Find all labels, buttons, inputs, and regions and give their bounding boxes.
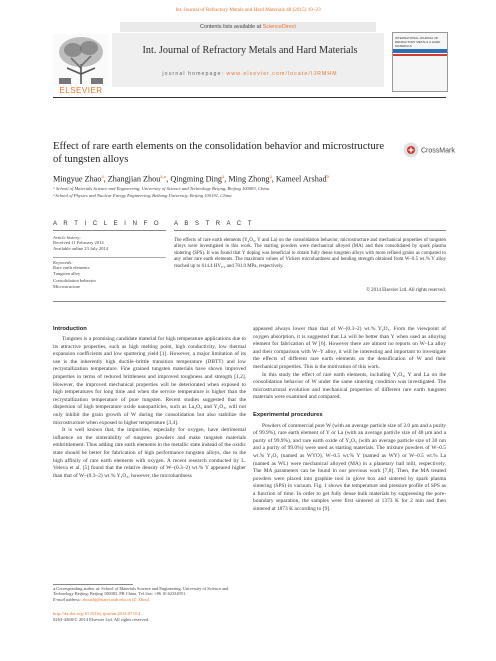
author-1-affil: a xyxy=(101,175,104,180)
author-5[interactable]: Kameel Arshad xyxy=(275,174,327,184)
intro-paragraph-1: Tungsten is a promising candidate material for high temperature applications due to its attractive properties, such as high melting point, high conductivity, low thermal expansion coefficients and low sputtering yield [1]. However, a major limitation of its use is the inherently high ductile–brittle transition temperature (DBTT) and low recrystallization temperature. Fine grained tungsten materials have shown improved properties in terms of reduced brittleness and improved toughness and strength [1,2]. However, the improved mechanical properties will be deteriorated when exposed to high temperatures for long time and when the service temperature is higher than the recrystallization temperature of pure tungsten. Recent studies suggested that the dispersion of high temperature oxide nanoparticles, such as La₂O₃ and Y₂O₃, will not only inhibit the grain growth of W during the consolidation but also stabilize the microstructure when exposed to higher temperature [3,4]. xyxy=(53,336,246,426)
info-divider xyxy=(53,257,166,258)
keyword: Microstructure xyxy=(53,283,81,289)
author-3-affil: a xyxy=(222,175,225,180)
elsevier-tree-logo xyxy=(53,34,109,86)
sciencedirect-link[interactable]: ScienceDirect xyxy=(262,24,296,30)
homepage-prefix: journal homepage: xyxy=(162,71,227,77)
footnote-rule xyxy=(53,584,133,585)
header-rule xyxy=(53,97,446,98)
email-label: E-mail address: xyxy=(53,596,83,602)
author-email[interactable]: zhouzhj@mater.ustb.edu.cn (Z. Zhou). xyxy=(82,596,151,602)
issn-line: 0263-4368/© 2014 Elsevier Ltd. All rights reserved. xyxy=(53,617,150,622)
cover-title: INTERNATIONAL JOURNAL OF REFRACTORY METALS & HARD MATERIALS xyxy=(395,36,441,48)
author-4-affil: a xyxy=(269,175,272,180)
author-2-affil: a,⁎ xyxy=(160,175,167,180)
crossmark-icon[interactable] xyxy=(403,141,455,159)
cover-band-red xyxy=(393,54,447,56)
footnote xyxy=(53,586,246,602)
right-paragraph-1: appeared always lower than that of W–(0.3–2) wt.% Y₂O₃. From the viewpoint of oxygen absorption, it is suggested that La will be better than Y when used as alloying element for fabrication of W [6]. However there are almost no reports on W–La alloy and their comparison with W–Y alloy, it will be interesting and important to investigate the effects of different rare earth elements on the densification of W and their mechanical properties. This is the motivation of this work. xyxy=(253,326,446,370)
introduction-heading: Introduction xyxy=(53,326,87,332)
article-info-panel xyxy=(53,235,166,290)
history-label: Article history: xyxy=(53,235,81,240)
homepage-url[interactable]: www.elsevier.com/locate/IJRMHM xyxy=(226,71,338,77)
cover-band xyxy=(393,49,447,53)
journal-reference[interactable]: Int. Journal of Refractory Metals and Hard Materials 48 (2015) 19–23 xyxy=(175,7,321,13)
abstract-bottom-rule xyxy=(53,301,446,302)
contents-prefix: Contents lists available at xyxy=(200,24,263,30)
author-4[interactable]: Ming Zhong xyxy=(228,174,270,184)
author-3[interactable]: Qingming Ding xyxy=(170,174,223,184)
publisher-name: ELSEVIER xyxy=(59,86,103,95)
received-date: Received 11 February 2014 xyxy=(53,240,104,245)
author-2[interactable]: Zhangjian Zhou xyxy=(107,174,161,184)
available-date: Available online 23 July 2014 xyxy=(53,246,109,252)
contents-banner xyxy=(120,22,376,32)
journal-header-box xyxy=(112,33,384,87)
author-list: Mingyue Zhao$^a$, Zhangjian Zhou$^{a,⁎}$, Qingming Ding$^a$, Ming Zhong$^a$, Kameel Arshad$^b$ xyxy=(53,174,330,184)
author-1[interactable]: Mingyue Zhao xyxy=(53,174,102,184)
doi-link[interactable]: http://dx.doi.org/10.1016/j.ijrmhm.2014.07.014 xyxy=(53,611,141,616)
abstract-copyright: © 2014 Elsevier Ltd. All rights reserved. xyxy=(366,288,446,293)
intro-paragraph-2: It is well known that, the impurities, especially for oxygen, have detrimental influence on the sinterability of tungsten powders and make tungsten materials embrittlement. Thus adding rare earth elements in the metallic state instead of the oxidic state should be better for fabrication of high performance tungsten alloys, due to the high affinity of rare earth elements with oxygen. A recent research conducted by L. Veleva et al. [5] found that the relative density of W–(0.3–2) wt.% Y appeared higher than that of W–(0.3–2) wt.% Y₂O₃, however, the microhardness xyxy=(53,427,246,479)
article-info-rule xyxy=(53,230,166,231)
body-left-column xyxy=(53,336,246,480)
article-title: Effect of rare earth elements on the consolidation behavior and microstructure of tungsten alloys xyxy=(53,141,385,165)
author-5-affil: b xyxy=(326,175,330,180)
affiliation-b: ᵇ School of Physics and Nuclear Energy Engineering, Beihang University, Beijing 100191, China xyxy=(53,193,232,198)
right-paragraph-2: In this study the effect of rare earth elements, including Y₂O₃, Y and La on the consolidation behavior of W under the same sintering condition was investigated. The microstructural evolution and mechanical properties of different rare earth tungsten materials were examined and compared. xyxy=(253,371,446,401)
keyword: Consolidation behavior xyxy=(53,277,96,283)
abstract-text: The effects of rare earth elements (Y₂O₃, Y and La) on the consolidation behavior, microstructure and mechanical properties of tungsten alloys were investigated in this work. The starting powders were mechanical alloyed (MA) and then consolidated by spark plasma sintering (SPS). It was found that Y doping was beneficial to obtain fully dense tungsten alloys with more refined grains as compared to any other rare earth elements. The maximum values of Vickers microhardness and bending strength obtained from W–0.5 wt.% Y alloy reached up to 614.4 HV₀.₂ and 701.0 MPa, respectively. xyxy=(174,238,446,269)
journal-homepage[interactable] xyxy=(120,71,380,77)
article-info-heading: A R T I C L E I N F O xyxy=(53,221,162,227)
experimental-paragraph-1: Powders of commercial pure W (with an average particle size of 2.0 μm and a purity of 99.9%), rare earth element of Y or La (with an average particle size of 48 μm and a purity of 99.9%), and rare earth oxide of Y₂O₃ (with an average particle size of 30 nm and a purity of 99.0%) were used as starting materials. The mixture powders of W–0.5 wt.% Y₂O₃ (named as WYO), W–0.5 wt.% Y (named as WY) or W–0.5 wt.% La (named as WL) were mechanical alloyed (MA) in a planetary ball mill, respectively. The MA parameters can be found in our previous work [7,8]. Then, the MA treated powders were placed into graphite tool in glove box and sintered by spark plasma sintering (SPS) in vacuum. Fig. 1 shows the temperature and pressure profile of SPS as a function of time. In order to get fully dense bulk materials by suppressing the pore-boundary separation, the samples were first sintered at 1373 K for 2 min and then sintered at 1873 K according to [9]. xyxy=(253,422,446,513)
journal-title[interactable]: Int. Journal of Refractory Metals and Hard Materials xyxy=(142,45,358,56)
abstract-rule xyxy=(174,230,446,231)
affiliation-a: ᵃ School of Materials Science and Engineering, University of Science and Technology Beijing, Beijing 100083, China xyxy=(53,186,270,191)
experimental-heading: Experimental procedures xyxy=(253,411,323,418)
abstract-heading: A B S T R A C T xyxy=(174,221,254,227)
body-right-column xyxy=(253,326,446,514)
keywords-label: Keywords: xyxy=(53,260,73,266)
svg-text:CrossMark: CrossMark xyxy=(421,147,455,155)
keyword: Tungsten alloy xyxy=(53,271,81,277)
keyword: Rare earth elements xyxy=(53,265,90,271)
corresponding-author-note: ⁎ Corresponding author at: School of Materials Science and Engineering, University of Science and Technology Beijing, Beijing 100083, PR China. Tel./fax: +86 10 62334951. xyxy=(53,586,229,597)
journal-cover-thumbnail[interactable] xyxy=(392,32,448,92)
